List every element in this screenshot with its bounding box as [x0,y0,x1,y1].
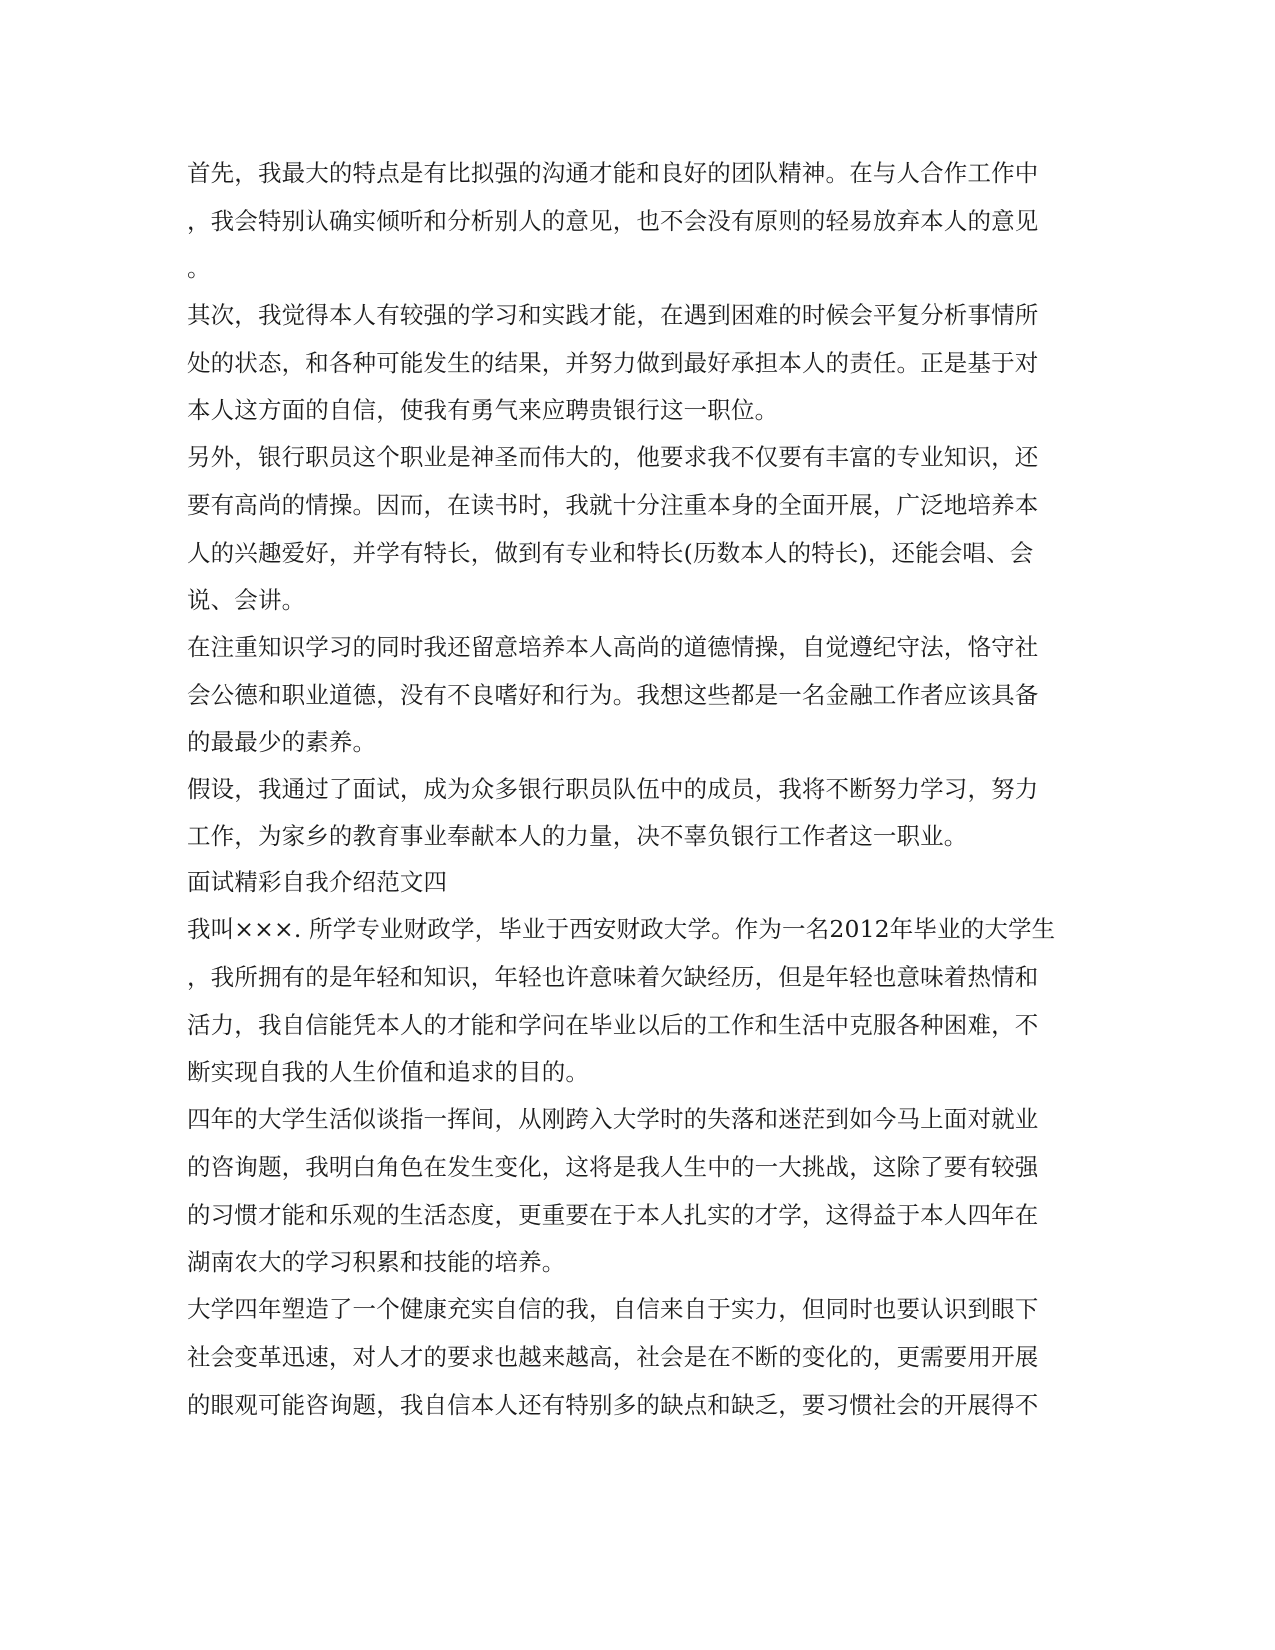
paragraph-3-line-1: 另外，银行职员这个职业是神圣而伟大的，他要求我不仅要有丰富的专业知识，还 [187,443,1039,471]
paragraph-1-line-2: ，我会特别认确实倾听和分析别人的意见，也不会没有原则的轻易放弃本人的意见 [187,207,1039,235]
paragraph-4-line-3: 的最最少的素养。 [187,728,377,756]
paragraph-7-line-3: 的习惯才能和乐观的生活态度，更重要在于本人扎实的才学，这得益于本人四年在 [187,1201,1039,1229]
section-heading: 面试精彩自我介绍范文四 [187,868,448,896]
paragraph-2-line-1: 其次，我觉得本人有较强的学习和实践才能，在遇到困难的时候会平复分析事情所 [187,301,1039,329]
paragraph-7-line-2: 的咨询题，我明白角色在发生变化，这将是我人生中的一大挑战，这除了要有较强 [187,1153,1039,1181]
paragraph-1-line-1: 首先，我最大的特点是有比拟强的沟通才能和良好的团队精神。在与人合作工作中 [187,159,1039,187]
paragraph-4-line-2: 会公德和职业道德，没有不良嗜好和行为。我想这些都是一名金融工作者应该具备 [187,681,1039,709]
paragraph-8-line-1: 大学四年塑造了一个健康充实自信的我，自信来自于实力，但同时也要认识到眼下 [187,1295,1039,1323]
paragraph-4-line-1: 在注重知识学习的同时我还留意培养本人高尚的道德情操，自觉遵纪守法，恪守社 [187,633,1039,661]
paragraph-3-line-3: 人的兴趣爱好，并学有特长，做到有专业和特长(历数本人的特长)，还能会唱、会 [187,539,1034,567]
paragraph-6-line-4: 断实现自我的人生价值和追求的目的。 [187,1058,590,1086]
paragraph-3-line-2: 要有高尚的情操。因而，在读书时，我就十分注重本身的全面开展，广泛地培养本 [187,491,1039,519]
paragraph-1-line-3: 。 [187,254,211,282]
paragraph-5-line-2: 工作，为家乡的教育事业奉献本人的力量，决不辜负银行工作者这一职业。 [187,822,968,850]
document-body [187,149,1087,1429]
paragraph-8-line-3: 的眼观可能咨询题，我自信本人还有特别多的缺点和缺乏，要习惯社会的开展得不 [187,1391,1039,1419]
paragraph-2-line-3: 本人这方面的自信，使我有勇气来应聘贵银行这一职位。 [187,396,779,424]
paragraph-3-line-4: 说、会讲。 [187,586,306,614]
paragraph-7-line-1: 四年的大学生活似谈指一挥间，从刚跨入大学时的失落和迷茫到如今马上面对就业 [187,1105,1039,1133]
paragraph-6-line-1: 我叫×××. 所学专业财政学，毕业于西安财政大学。作为一名2012年毕业的大学生 [187,915,1056,943]
paragraph-7-line-4: 湖南农大的学习积累和技能的培养。 [187,1248,566,1276]
paragraph-6-line-3: 活力，我自信能凭本人的才能和学问在毕业以后的工作和生活中克服各种困难，不 [187,1011,1039,1039]
paragraph-5-line-1: 假设，我通过了面试，成为众多银行职员队伍中的成员，我将不断努力学习，努力 [187,775,1039,803]
paragraph-8-line-2: 社会变革迅速，对人才的要求也越来越高，社会是在不断的变化的，更需要用开展 [187,1343,1039,1371]
paragraph-2-line-2: 处的状态，和各种可能发生的结果，并努力做到最好承担本人的责任。正是基于对 [187,349,1039,377]
paragraph-6-line-2: ，我所拥有的是年轻和知识，年轻也许意味着欠缺经历，但是年轻也意味着热情和 [187,963,1039,991]
